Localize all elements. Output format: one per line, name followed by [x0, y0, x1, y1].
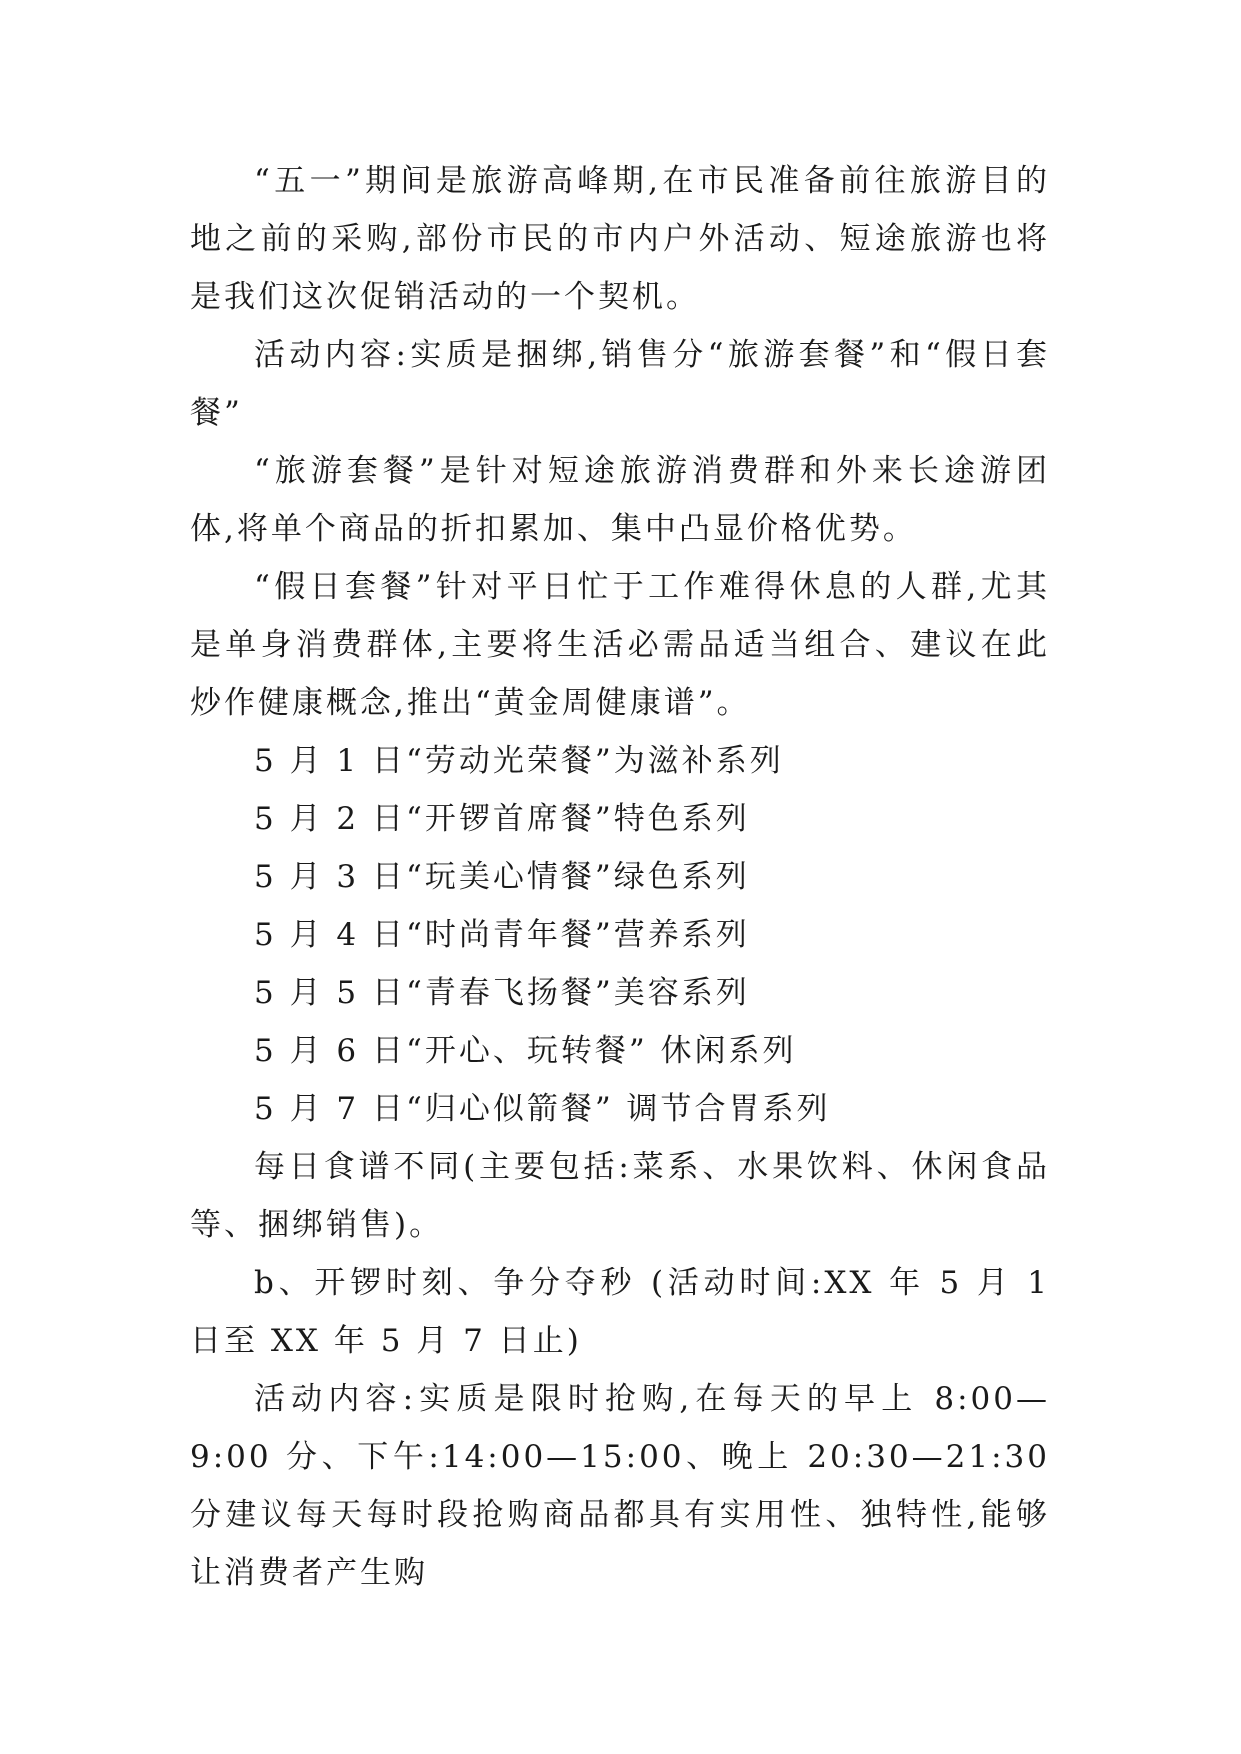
menu-day-3: 5 月 3 日“玩美心情餐”绿色系列 — [254, 859, 750, 895]
menu-day-1: 5 月 1 日“劳动光荣餐”为滋补系列 — [254, 743, 784, 779]
menu-day-4: 5 月 4 日“时尚青年餐”营养系列 — [254, 917, 750, 953]
paragraph-flash-sale: 活动内容:实质是限时抢购,在每天的早上 8:00—9:00 分、下午:14:00—15:00、晚上 20:30—21:30 分建议每天每时段抢购商品都具有实用性、独特性,能够让消费者产生购 — [190, 1381, 1050, 1591]
paragraph-activity-content: 活动内容:实质是捆绑,销售分“旅游套餐”和“假日套餐” — [190, 337, 1050, 431]
paragraph-daily-menu: 每日食谱不同(主要包括:菜系、水果饮料、休闲食品等、捆绑销售)。 — [190, 1149, 1050, 1243]
paragraph-intro: “五一”期间是旅游高峰期,在市民准备前往旅游目的地之前的采购,部份市民的市内户外活动、短途旅游也将是我们这次促销活动的一个契机。 — [190, 163, 1050, 315]
menu-day-7: 5 月 7 日“归心似箭餐” 调节合胃系列 — [254, 1091, 831, 1127]
menu-day-6: 5 月 6 日“开心、玩转餐” 休闲系列 — [254, 1033, 797, 1069]
menu-day-2: 5 月 2 日“开锣首席餐”特色系列 — [254, 801, 750, 837]
paragraph-section-b: b、开锣时刻、争分夺秒 (活动时间:XX 年 5 月 1 日至 XX 年 5 月 7 日止) — [190, 1265, 1050, 1359]
paragraph-travel-package: “旅游套餐”是针对短途旅游消费群和外来长途游团体,将单个商品的折扣累加、集中凸显价格优势。 — [190, 453, 1050, 547]
document-body — [190, 152, 1050, 1602]
menu-day-5: 5 月 5 日“青春飞扬餐”美容系列 — [254, 975, 750, 1011]
paragraph-holiday-package: “假日套餐”针对平日忙于工作难得休息的人群,尤其是单身消费群体,主要将生活必需品适当组合、建议在此炒作健康概念,推出“黄金周健康谱”。 — [190, 569, 1050, 721]
